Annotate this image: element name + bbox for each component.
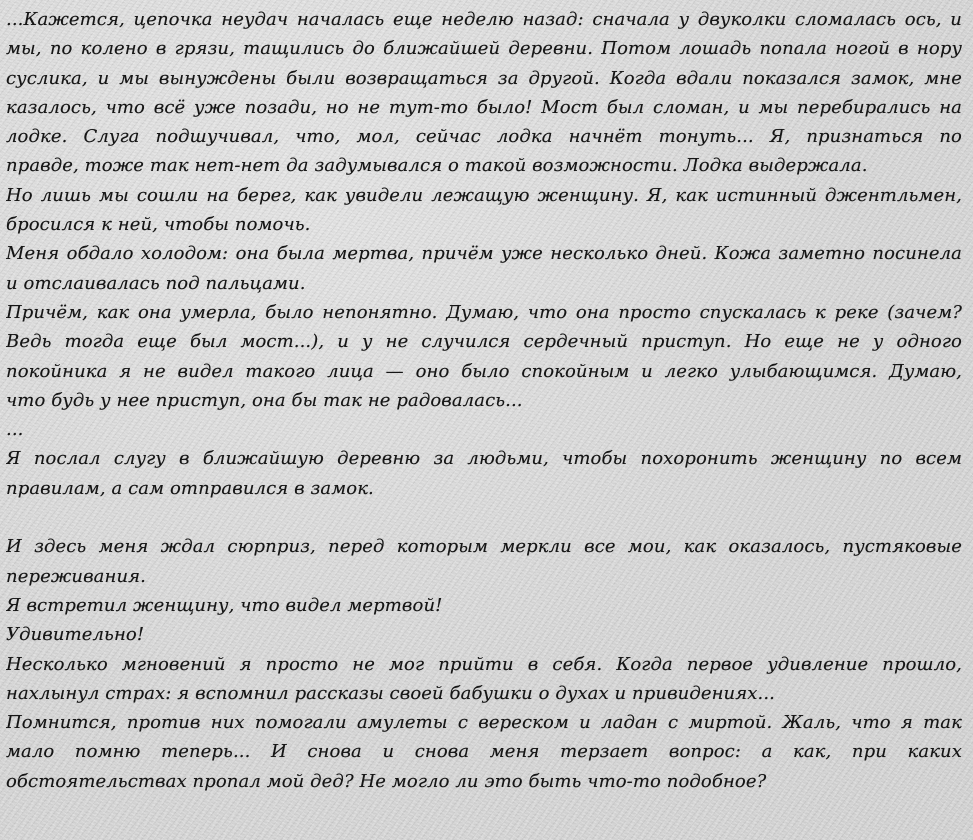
paragraph-gap [6, 503, 962, 532]
text-line: Я встретил женщину, что видел мертвой! [6, 594, 443, 616]
text-line: казалось, что всё уже позади, но не тут-то было! Мост был сломан, и мы перебирались на [6, 96, 962, 118]
text-line: мало помню теперь... И снова и снова меня терзает вопрос: а как, при каких [6, 741, 962, 763]
text-line: правде, тоже так нет-нет да задумывался о такой возможности. Лодка выдержала. [6, 155, 868, 177]
text-line: переживания. [6, 565, 146, 587]
text-line: Но лишь мы сошли на берег, как увидели лежащую женщину. Я, как истинный джентльмен, [6, 184, 962, 206]
text-line: Ведь тогда еще был мост...), и у не случился сердечный приступ. Но еще не у одного [6, 331, 962, 353]
text-line: И здесь меня ждал сюрприз, перед которым меркли все мои, как оказалось, пустяковые [6, 536, 962, 558]
text-line: обстоятельствах пропал мой дед? Не могло ли это быть что-то подобное? [6, 770, 767, 792]
text-line: суслика, и мы вынуждены были возвращаться за другой. Когда вдали показался замок, мне [6, 67, 962, 89]
text-line: и отслаивалась под пальцами. [6, 272, 306, 294]
text-line: Несколько мгновений я просто не мог прийти в себя. Когда первое удивление прошло, [6, 653, 962, 675]
text-line: покойника я не видел такого лица — оно было спокойным и легко улыбающимся. Думаю, [6, 360, 962, 382]
text-line: мы, по колено в грязи, тащились до ближайшей деревни. Потом лошадь попала ногой в нору [6, 38, 962, 60]
text-line: бросился к ней, чтобы помочь. [6, 214, 311, 236]
text-line: Меня обдало холодом: она была мертва, причём уже несколько дней. Кожа заметно посинела [6, 243, 962, 265]
text-line: Я послал слугу в ближайшую деревню за людьми, чтобы похоронить женщину по всем [6, 448, 962, 470]
text-line: Удивительно! [6, 624, 145, 646]
text-line: ... [6, 419, 24, 441]
text-line: лодке. Слуга подшучивал, что, мол, сейчас лодка начнёт тонуть... Я, признаться по [6, 126, 962, 148]
text-line: правилам, а сам отправился в замок. [6, 477, 374, 499]
text-line: Причём, как она умерла, было непонятно. Думаю, что она просто спускалась к реке (зачем? [6, 301, 962, 323]
text-line: нахлынул страх: я вспомнил рассказы своей бабушки о духах и привидениях... [6, 682, 775, 704]
text-line: что будь у нее приступ, она бы так не радовалась... [6, 389, 523, 411]
document-page [6, 5, 962, 796]
text-line: Помнится, против них помогали амулеты с вереском и ладан с миртой. Жаль, что я так [6, 712, 962, 734]
text-line: ...Кажется, цепочка неудач началась еще неделю назад: сначала у двуколки сломалась ось, и [6, 9, 962, 30]
